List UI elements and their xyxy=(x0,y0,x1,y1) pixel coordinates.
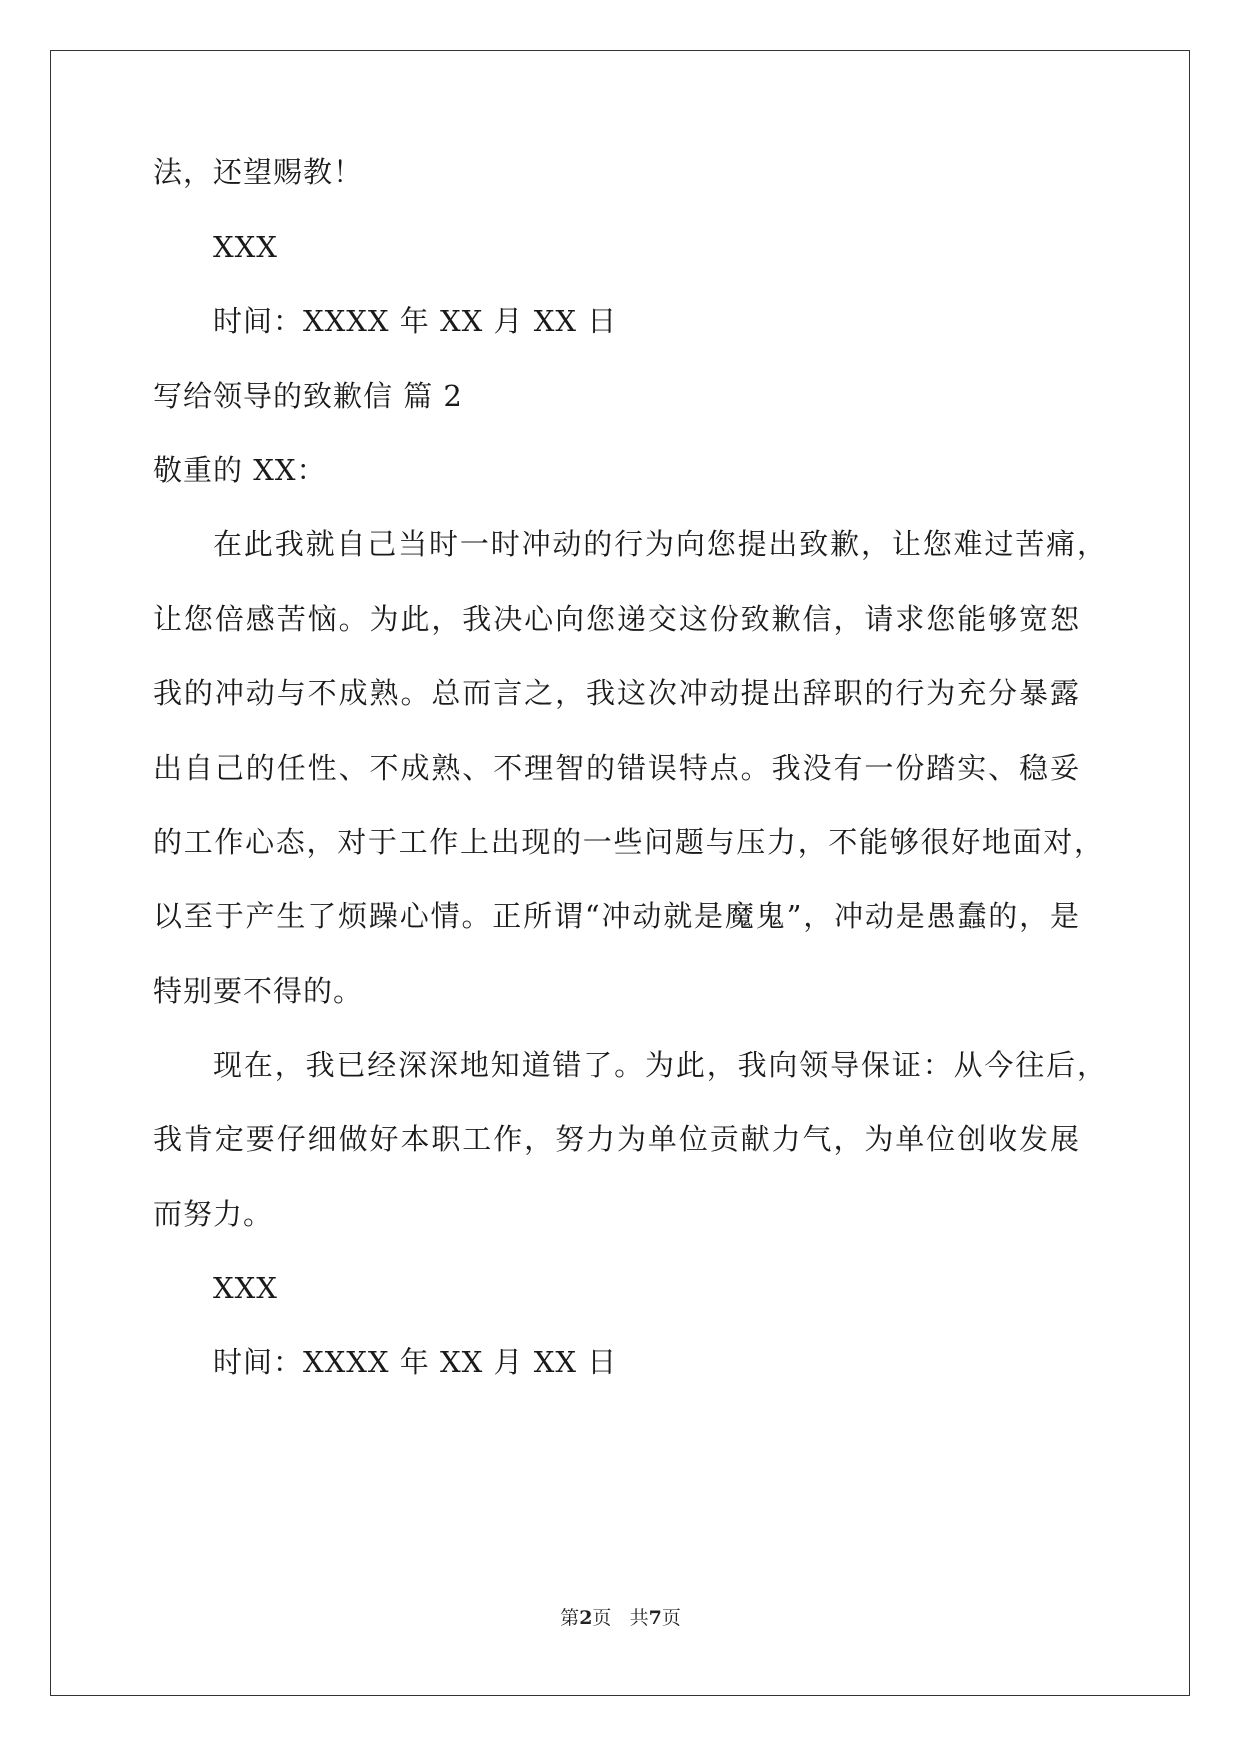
paragraph-line: 现在，我已经深深地知道错了。为此，我向领导保证：从今往后， xyxy=(213,1048,1106,1082)
footer-total-prefix: 共 xyxy=(629,1607,649,1629)
paragraph-line: 出自己的任性、不成熟、不理智的错误特点。我没有一份踏实、稳妥 xyxy=(153,751,1079,785)
page-border xyxy=(50,50,1190,1696)
paragraph-line: 让您倍感苦恼。为此，我决心向您递交这份致歉信，请求您能够宽恕 xyxy=(153,602,1079,636)
paragraph-line: 我的冲动与不成熟。总而言之，我这次冲动提出辞职的行为充分暴露 xyxy=(153,676,1079,710)
paragraph-line: 我肯定要仔细做好本职工作，努力为单位贡献力气，为单位创收发展 xyxy=(153,1122,1079,1156)
total-page-count: 7 xyxy=(648,1607,662,1629)
date-line: 时间：XXXX 年 XX 月 XX 日 xyxy=(213,1345,618,1379)
current-page-number: 2 xyxy=(579,1607,593,1629)
date-line: 时间：XXXX 年 XX 月 XX 日 xyxy=(213,304,618,338)
footer-prefix: 第 xyxy=(560,1607,580,1629)
footer-total-suffix: 页 xyxy=(661,1607,681,1629)
paragraph-line: 的工作心态，对于工作上出现的一些问题与压力，不能够很好地面对， xyxy=(153,825,1103,859)
text-line-closing: 法，还望赐教！ xyxy=(153,155,364,189)
footer-page-suffix: 页 xyxy=(592,1607,612,1629)
signature: XXX xyxy=(213,230,278,264)
paragraph-line: 以至于产生了烦躁心情。正所谓“冲动就是魔鬼”，冲动是愚蠢的，是 xyxy=(153,899,1079,933)
paragraph-line: 而努力。 xyxy=(153,1197,274,1231)
page-footer xyxy=(0,1606,1241,1630)
paragraph-line: 特别要不得的。 xyxy=(153,974,364,1008)
section-title: 写给领导的致歉信 篇 2 xyxy=(153,379,463,413)
salutation: 敬重的 XX： xyxy=(153,453,327,487)
signature: XXX xyxy=(213,1271,278,1305)
paragraph-line: 在此我就自己当时一时冲动的行为向您提出致歉，让您难过苦痛， xyxy=(213,527,1106,561)
